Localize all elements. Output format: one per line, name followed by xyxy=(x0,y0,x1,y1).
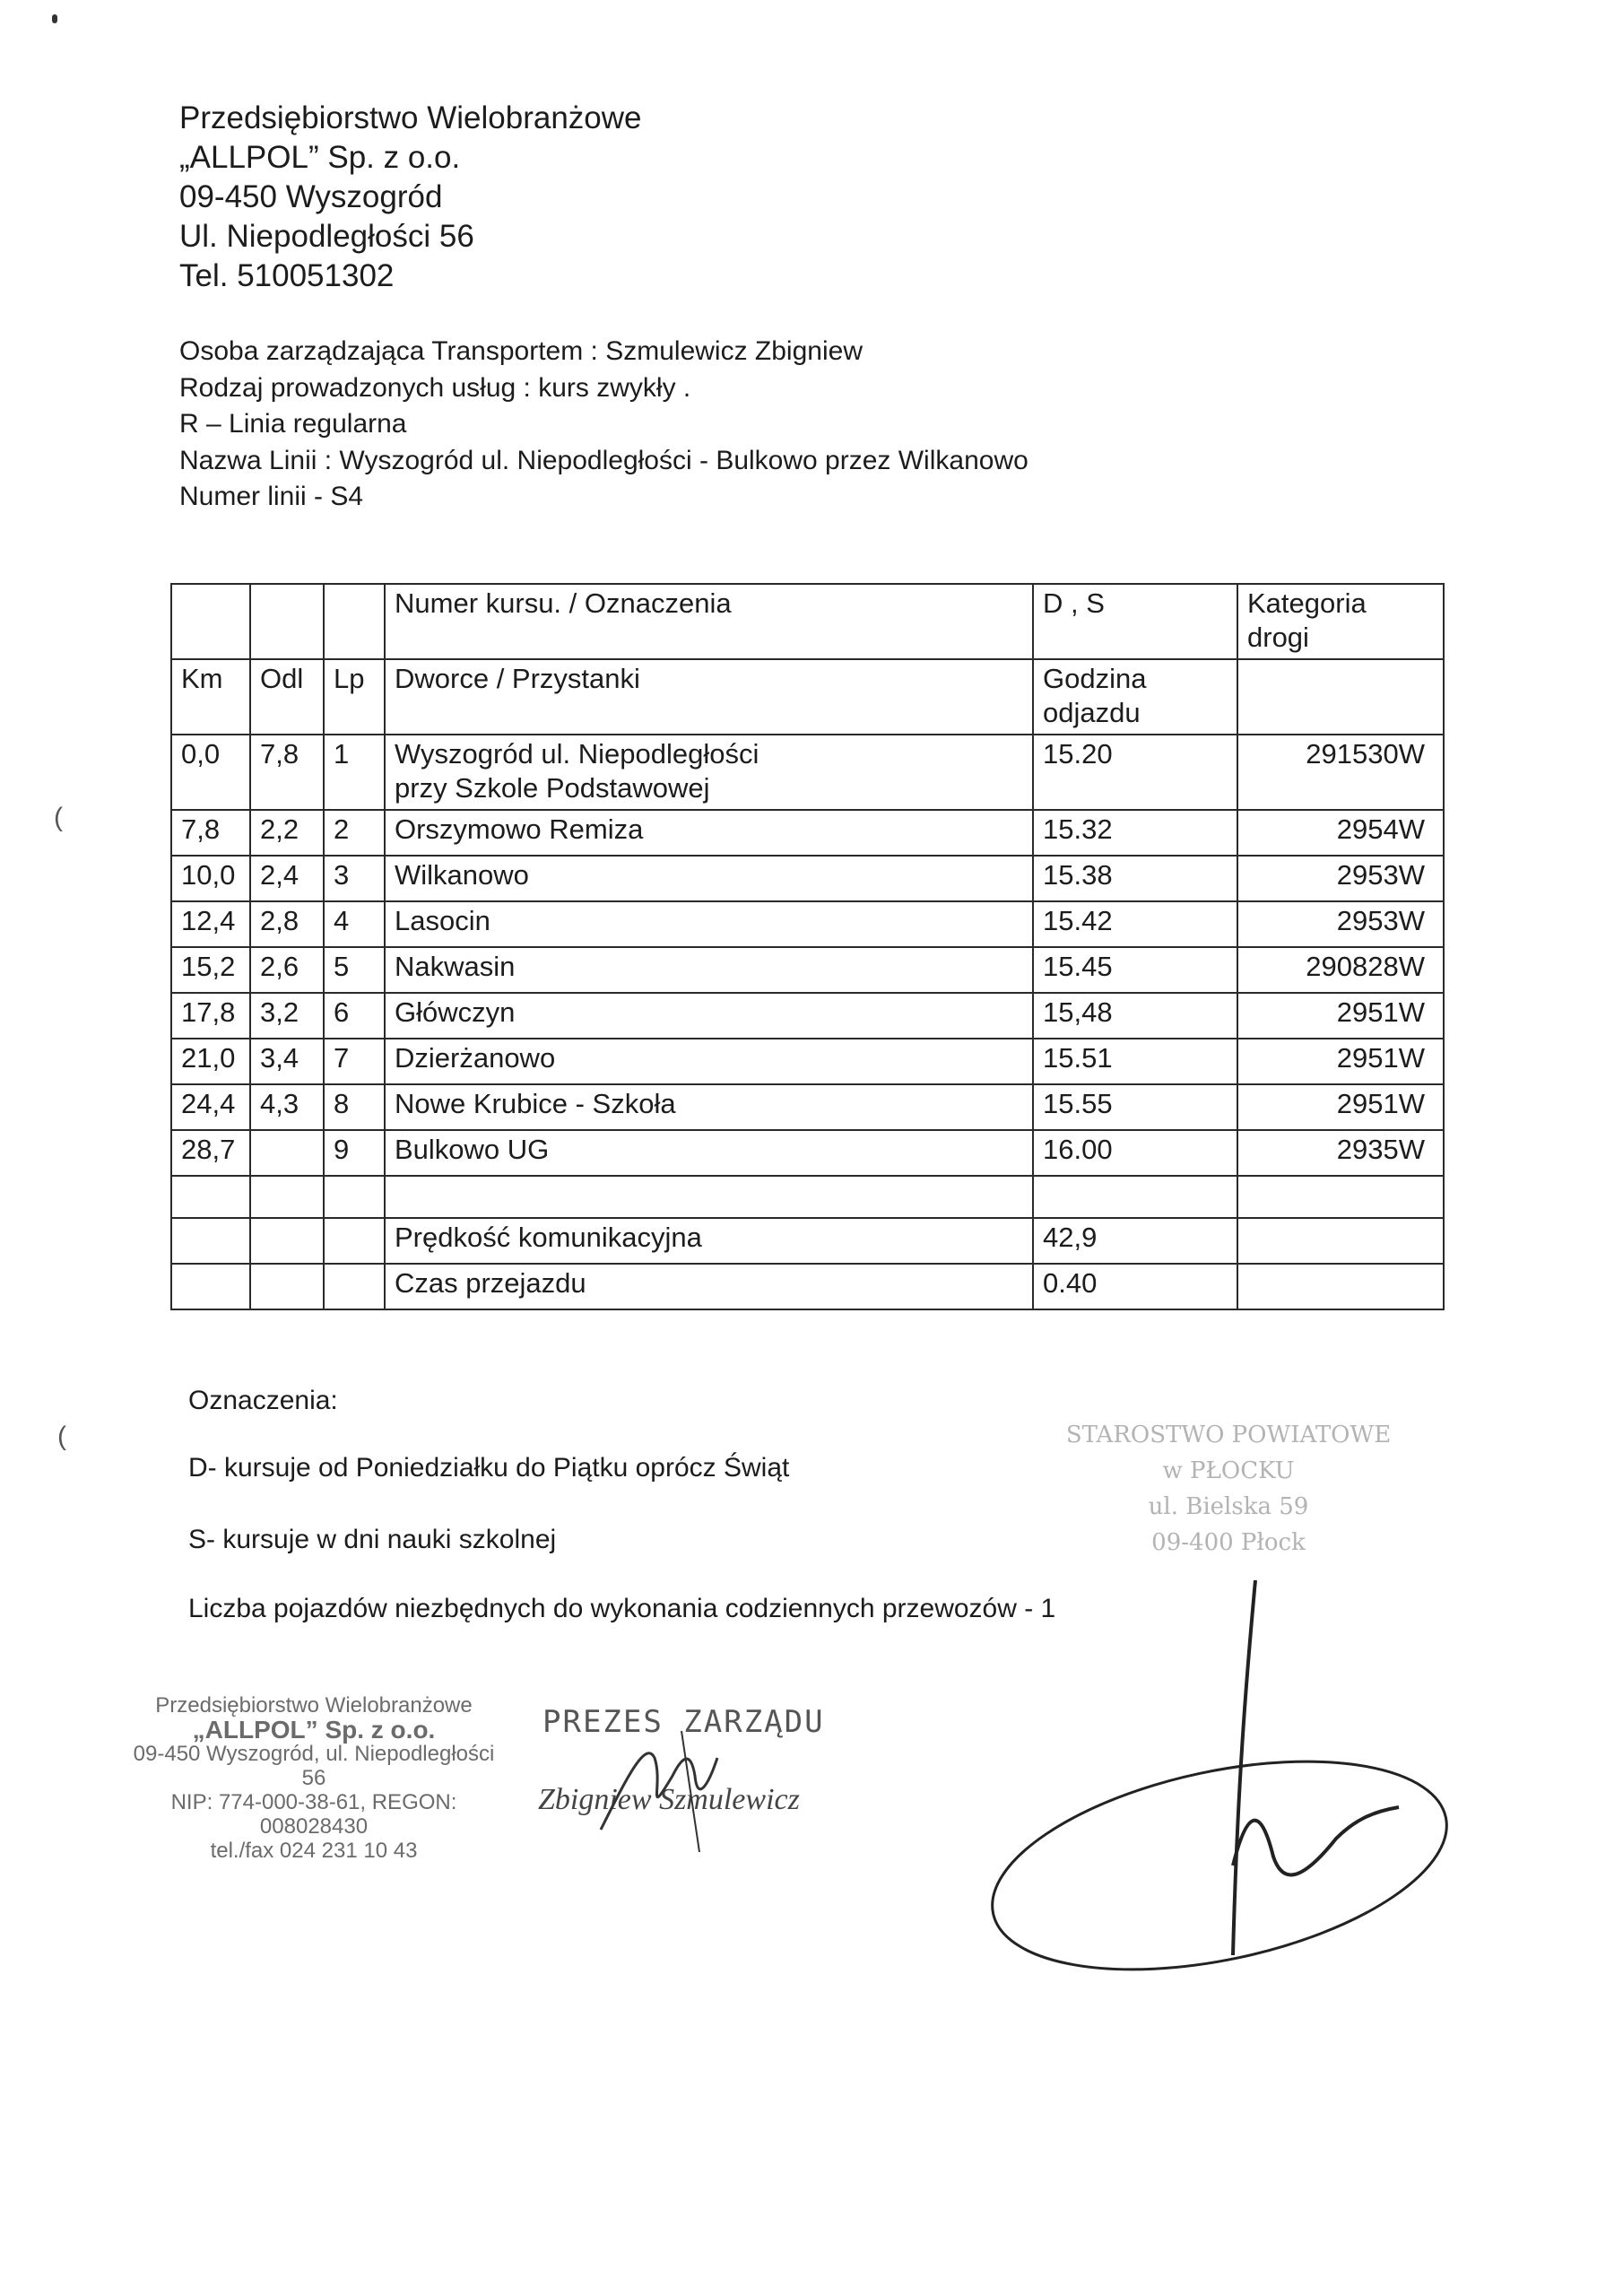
table-row: 12,4 2,8 4 Lasocin 15.42 2953W xyxy=(171,901,1444,947)
company-street: Ul. Niepodległości 56 xyxy=(179,219,474,254)
company-header xyxy=(179,99,642,296)
president-title: PREZES ZARZĄDU xyxy=(542,1704,825,1740)
line-info xyxy=(179,334,1028,516)
company-name-2: „ALLPOL” Sp. z o.o. xyxy=(179,140,461,175)
table-row-empty xyxy=(171,1176,1444,1218)
header-category: Kategoria drogi xyxy=(1237,584,1444,659)
company-phone: Tel. 510051302 xyxy=(179,258,395,293)
notes-title: Oznaczenia: xyxy=(188,1386,338,1415)
timetable-table xyxy=(170,583,1445,1310)
table-row: 7,8 2,2 2 Orszymowo Remiza 15.32 2954W xyxy=(171,810,1444,856)
table-row: 24,4 4,3 8 Nowe Krubice - Szkoła 15.55 2951W xyxy=(171,1084,1444,1130)
handwritten-signature xyxy=(977,1570,1480,1982)
company-name: Przedsiębiorstwo Wielobranżowe xyxy=(179,100,642,135)
line-type: R – Linia regularna xyxy=(179,409,407,439)
header-odl: Odl xyxy=(250,659,324,735)
header-stops: Dworce / Przystanki xyxy=(385,659,1033,735)
travel-time-value: 0.40 xyxy=(1033,1264,1237,1309)
line-name: Nazwa Linii : Wyszogród ul. Niepodległości - Bulkowo przez Wilkanowo xyxy=(179,445,1028,475)
table-row: 28,7 9 Bulkowo UG 16.00 2935W xyxy=(171,1130,1444,1176)
service-type: Rodzaj prowadzonych usług : kurs zwykły . xyxy=(179,372,691,403)
scan-mark xyxy=(52,14,57,23)
table-row: 17,8 3,2 6 Główczyn 15,48 2951W xyxy=(171,993,1444,1039)
company-postal: 09-450 Wyszogród xyxy=(179,179,443,214)
header-row-course xyxy=(171,584,1444,659)
note-d: D- kursuje od Poniedziałku do Piątku oprócz Świąt xyxy=(188,1453,790,1483)
president-signature xyxy=(592,1722,771,1857)
table-row: 21,0 3,4 7 Dzierżanowo 15.51 2951W xyxy=(171,1039,1444,1084)
office-stamp: STAROSTWO POWIATOWE w PŁOCKU ul. Bielska 59 09-400 Płock xyxy=(1065,1422,1392,1556)
table-row: 10,0 2,4 3 Wilkanowo 15.38 2953W xyxy=(171,856,1444,901)
header-lp: Lp xyxy=(324,659,385,735)
speed-row xyxy=(171,1218,1444,1264)
speed-label: Prędkość komunikacyjna xyxy=(385,1218,1033,1264)
header-km: Km xyxy=(171,659,250,735)
header-time: Godzina odjazdu xyxy=(1033,659,1237,735)
travel-time-label: Czas przejazdu xyxy=(385,1264,1033,1309)
vehicle-count: Liczba pojazdów niezbędnych do wykonania codziennych przewozów - 1 xyxy=(188,1594,1056,1623)
travel-time-row xyxy=(171,1264,1444,1309)
speed-value: 42,9 xyxy=(1033,1218,1237,1264)
margin-mark: ( xyxy=(57,1422,66,1451)
note-s: S- kursuje w dni nauki szkolnej xyxy=(188,1525,557,1554)
timetable xyxy=(170,583,1445,1310)
margin-mark: ( xyxy=(54,803,63,832)
line-number: Numer linii - S4 xyxy=(179,482,364,511)
table-row: 0,0 7,8 1 Wyszogród ul. Niepodległości przy Szkole Podstawowej 15.20 291530W xyxy=(171,735,1444,810)
header-ds: D , S xyxy=(1033,584,1237,659)
president-name: Zbigniew Szmulewicz xyxy=(538,1783,800,1816)
header-row-columns xyxy=(171,659,1444,735)
transport-manager: Osoba zarządzająca Transportem : Szmulewicz Zbigniew xyxy=(179,336,863,366)
company-stamp: Przedsiębiorstwo Wielobranżowe „ALLPOL” Sp. z o.o. 09-450 Wyszogród, ul. Niepodległości 56 NIP: 774-000-38-61, REGON: 008028430 tel./fax 024 231 10 43 xyxy=(133,1693,495,1863)
table-row: 15,2 2,6 5 Nakwasin 15.45 290828W xyxy=(171,947,1444,993)
header-course: Numer kursu. / Oznaczenia xyxy=(385,584,1033,659)
